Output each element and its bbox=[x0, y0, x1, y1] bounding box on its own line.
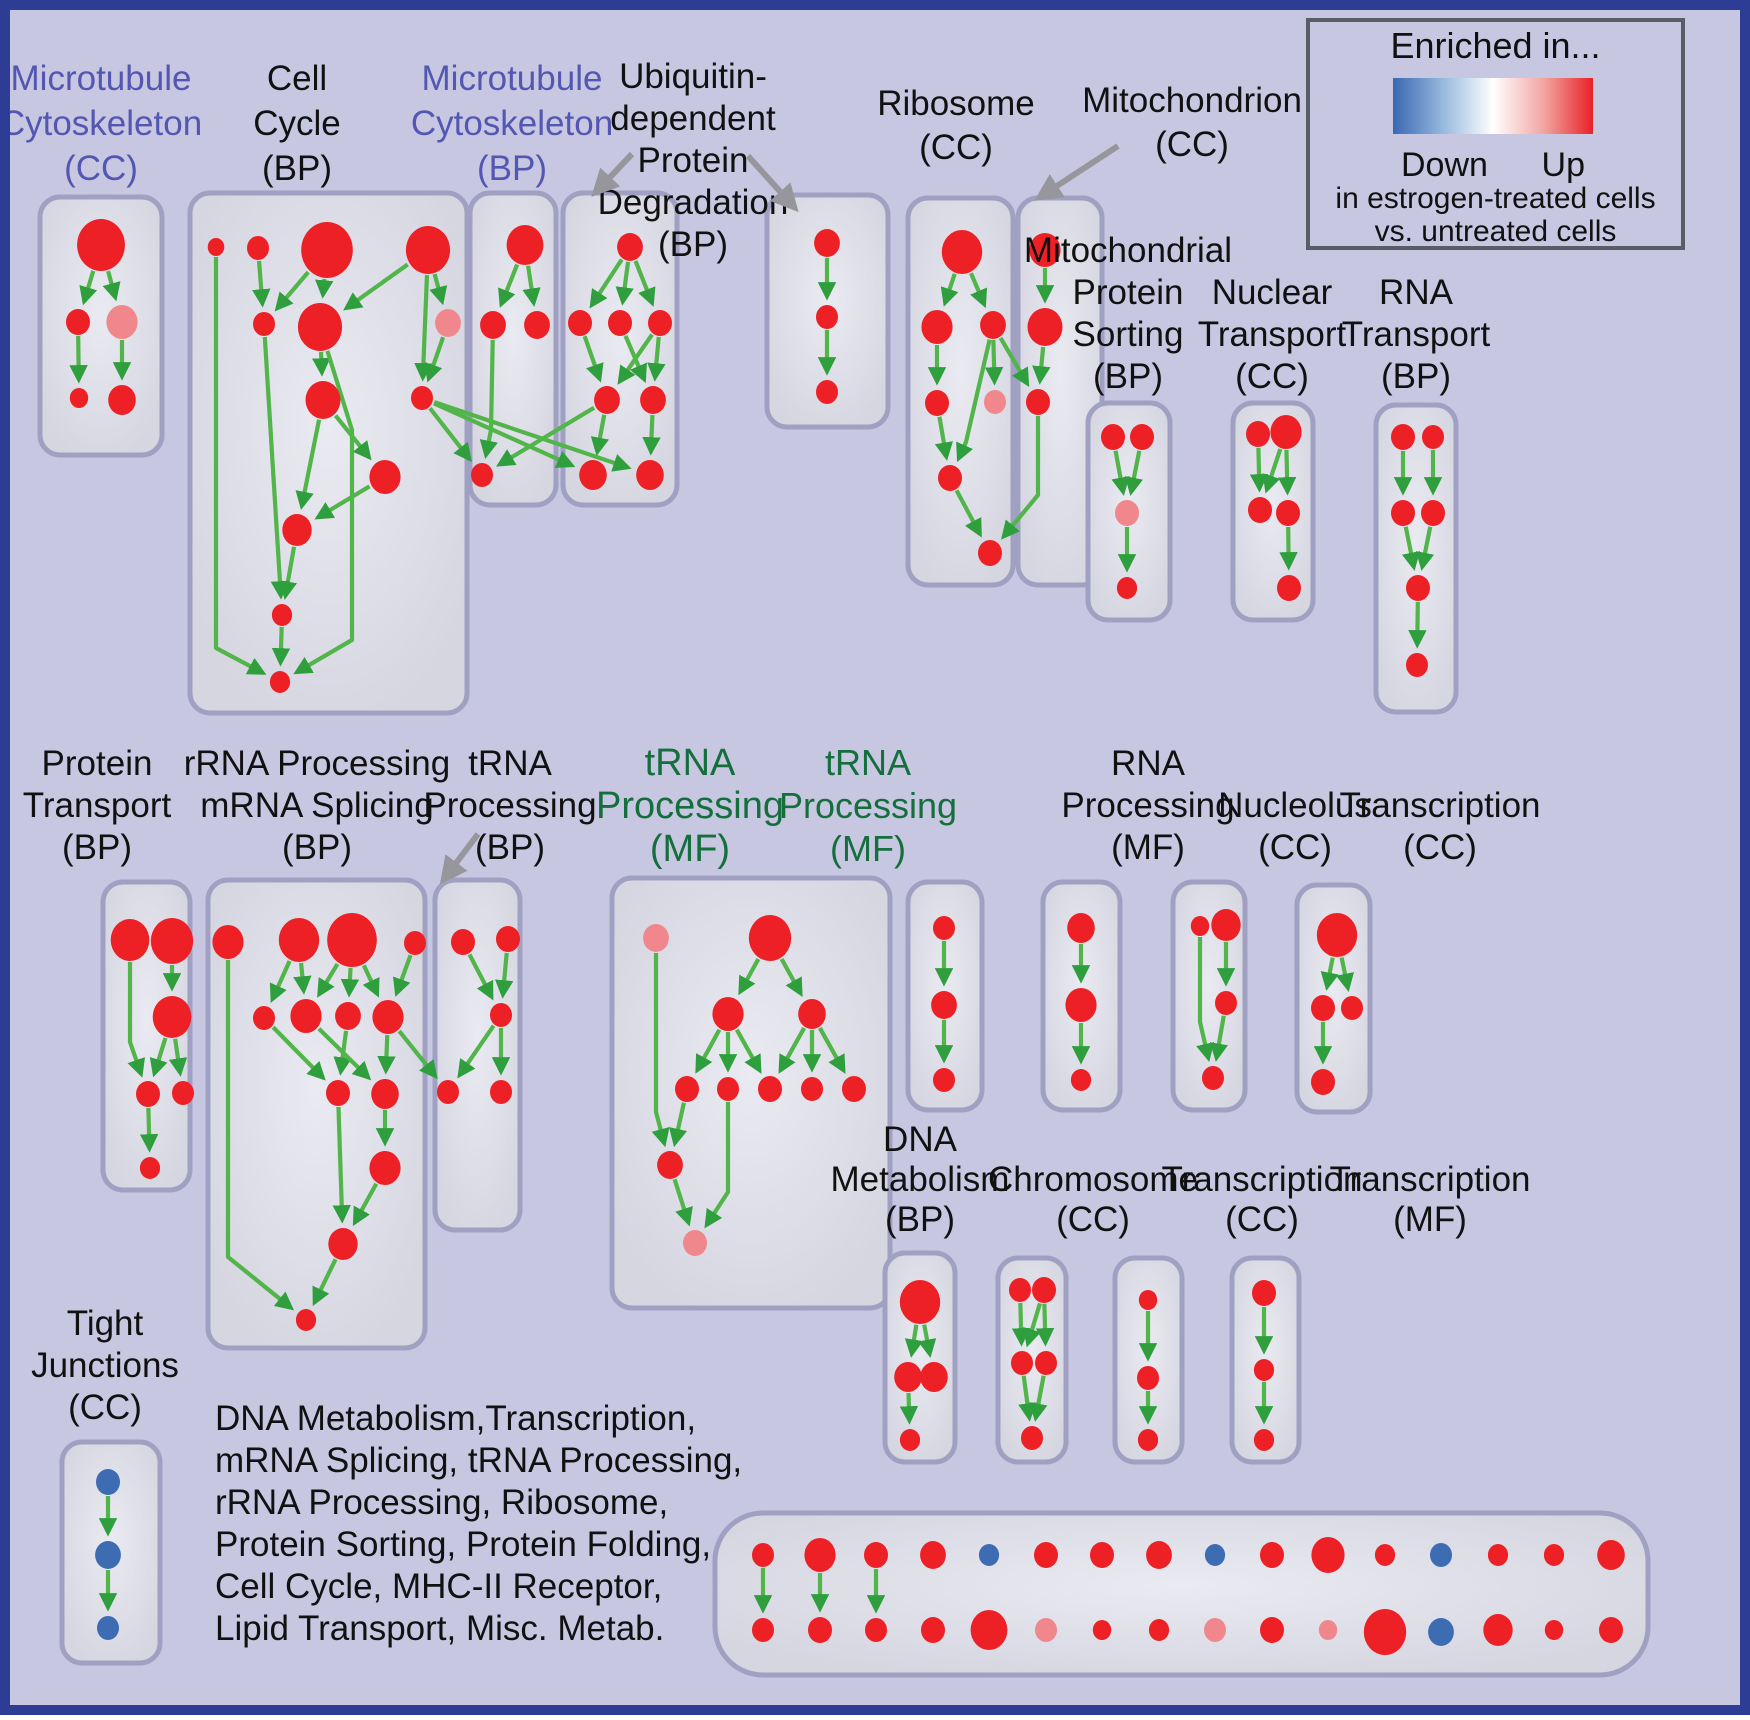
node-w14t bbox=[1488, 1544, 1508, 1566]
node-f3 bbox=[712, 997, 743, 1031]
node-f1 bbox=[643, 924, 669, 952]
node-a3 bbox=[106, 305, 137, 339]
node-a1 bbox=[77, 219, 125, 271]
node-s1 bbox=[1101, 424, 1125, 450]
node-g13 bbox=[296, 1309, 316, 1331]
node-y3 bbox=[1254, 1429, 1274, 1451]
node-k3 bbox=[1215, 991, 1237, 1015]
edge-q5-q6 bbox=[1417, 602, 1418, 644]
node-p1 bbox=[111, 919, 150, 961]
node-u6 bbox=[640, 386, 666, 414]
node-g8 bbox=[372, 1000, 403, 1034]
node-y2 bbox=[1254, 1359, 1274, 1381]
node-w10b bbox=[1260, 1617, 1284, 1643]
node-x3 bbox=[1138, 1429, 1158, 1451]
cluster-box-mixed-functions bbox=[715, 1513, 1648, 1675]
cluster-label-line: Protein bbox=[1072, 273, 1184, 312]
cluster-label-line: Degradation bbox=[597, 183, 789, 222]
node-j2 bbox=[1065, 988, 1096, 1022]
node-a5 bbox=[108, 385, 136, 415]
cluster-label-line: RNA bbox=[1379, 273, 1453, 312]
edge-e1-e3 bbox=[1020, 1303, 1021, 1342]
cluster-label-line: (CC) bbox=[68, 1388, 142, 1427]
node-m1 bbox=[507, 225, 544, 265]
cluster-label-line: Microtubule bbox=[421, 59, 603, 98]
node-r6 bbox=[938, 465, 962, 491]
node-g12 bbox=[328, 1228, 357, 1260]
node-p4 bbox=[136, 1081, 160, 1107]
node-c12 bbox=[272, 604, 292, 626]
node-w15b bbox=[1545, 1620, 1563, 1640]
node-tb4 bbox=[437, 1080, 459, 1104]
node-q5 bbox=[1406, 575, 1430, 601]
node-v2 bbox=[816, 305, 838, 329]
node-r5 bbox=[984, 390, 1006, 414]
node-f4 bbox=[798, 999, 826, 1029]
node-g3 bbox=[327, 913, 377, 967]
node-c8 bbox=[306, 381, 341, 419]
node-u4 bbox=[648, 310, 672, 336]
cluster-label-line: (MF) bbox=[1393, 1200, 1467, 1239]
node-d2 bbox=[894, 1362, 922, 1392]
node-g4 bbox=[404, 931, 426, 955]
node-w4t bbox=[920, 1541, 946, 1569]
node-p6 bbox=[140, 1157, 160, 1179]
node-nt2 bbox=[1270, 415, 1301, 449]
cluster-label-line: dependent bbox=[610, 99, 776, 138]
node-w8b bbox=[1149, 1619, 1169, 1641]
node-v3 bbox=[816, 380, 838, 404]
node-w11t bbox=[1311, 1537, 1344, 1573]
node-b2 bbox=[95, 1541, 121, 1569]
node-d4 bbox=[900, 1429, 920, 1451]
node-c7 bbox=[435, 309, 461, 337]
node-w2b bbox=[808, 1617, 832, 1643]
node-m3 bbox=[524, 311, 550, 339]
node-x2 bbox=[1137, 1366, 1159, 1390]
node-g11 bbox=[369, 1151, 400, 1185]
cluster-label-line: Sorting bbox=[1072, 315, 1184, 354]
edge-c3-c6 bbox=[323, 279, 324, 294]
cluster-label-line: Microtubule bbox=[10, 59, 192, 98]
node-x1 bbox=[1139, 1290, 1157, 1310]
cluster-label-line: (BP) bbox=[282, 828, 352, 867]
node-nt1 bbox=[1246, 421, 1270, 447]
cluster-label-line: (CC) bbox=[919, 128, 993, 167]
node-s2 bbox=[1130, 424, 1154, 450]
legend-subtitle-2: vs. untreated cells bbox=[1374, 215, 1617, 248]
node-w12t bbox=[1375, 1544, 1395, 1566]
node-w9t bbox=[1205, 1544, 1225, 1566]
cluster-label-line: Cell bbox=[266, 59, 328, 98]
node-m2 bbox=[480, 311, 506, 339]
cluster-label-line: Transcription bbox=[1329, 1160, 1531, 1199]
node-nt5 bbox=[1277, 575, 1301, 601]
node-y1 bbox=[1252, 1280, 1276, 1306]
cluster-label-line: (CC) bbox=[64, 149, 138, 188]
node-w15t bbox=[1544, 1544, 1564, 1566]
node-w16b bbox=[1599, 1617, 1623, 1643]
node-c2 bbox=[247, 236, 269, 260]
node-w13t bbox=[1430, 1543, 1452, 1567]
node-w5b bbox=[971, 1610, 1008, 1650]
legend-up-label: Up bbox=[1541, 146, 1585, 184]
node-e1 bbox=[1009, 1278, 1031, 1302]
node-f2 bbox=[749, 915, 791, 961]
edge-a2-a4 bbox=[78, 336, 79, 379]
node-k2 bbox=[1211, 909, 1240, 941]
node-g9 bbox=[326, 1080, 350, 1106]
node-f6 bbox=[717, 1077, 739, 1101]
node-c10 bbox=[369, 460, 400, 494]
node-g2 bbox=[279, 918, 319, 962]
cluster-label-line: Chromosome bbox=[987, 1160, 1199, 1199]
node-u5 bbox=[594, 386, 620, 414]
node-h3 bbox=[933, 1068, 955, 1092]
cluster-label-line: (CC) bbox=[1225, 1200, 1299, 1239]
cluster-label-line: Junctions bbox=[31, 1346, 179, 1385]
edge-g8-g10 bbox=[386, 1035, 387, 1070]
cluster-label-line: Transport bbox=[1197, 315, 1347, 354]
footnote-line-4: Protein Sorting, Protein Folding, bbox=[215, 1525, 712, 1564]
cluster-label-line: (BP) bbox=[658, 225, 728, 264]
node-u2 bbox=[568, 310, 592, 336]
node-u7 bbox=[579, 460, 607, 490]
cluster-label-line: rRNA Processing bbox=[183, 744, 451, 783]
cluster-label-line: (BP) bbox=[885, 1200, 955, 1239]
node-k1 bbox=[1191, 916, 1209, 936]
node-w5t bbox=[979, 1544, 999, 1566]
edge-r3-r5 bbox=[993, 340, 994, 381]
cluster-label-line: (CC) bbox=[1403, 828, 1477, 867]
node-c3 bbox=[301, 222, 353, 278]
node-w1t bbox=[752, 1543, 774, 1567]
node-t3 bbox=[1026, 389, 1050, 415]
node-h1 bbox=[933, 916, 955, 940]
node-e4 bbox=[1035, 1351, 1057, 1375]
node-p2 bbox=[151, 918, 193, 964]
node-tb3 bbox=[490, 1003, 512, 1027]
node-p5 bbox=[172, 1081, 194, 1105]
node-p3 bbox=[153, 996, 192, 1038]
node-q4 bbox=[1421, 500, 1445, 526]
cluster-label-line: Protein bbox=[41, 744, 153, 783]
node-w16t bbox=[1597, 1540, 1625, 1570]
cluster-label-line: (BP) bbox=[1381, 357, 1451, 396]
edge-c12-c13 bbox=[281, 627, 282, 662]
node-r1 bbox=[942, 230, 982, 274]
node-q2 bbox=[1422, 425, 1444, 449]
node-d1 bbox=[900, 1280, 940, 1324]
edge-nt2-nt4 bbox=[1286, 450, 1287, 491]
cluster-label-line: Processing bbox=[423, 786, 597, 825]
node-l1 bbox=[1317, 913, 1357, 957]
cluster-label-line: Processing bbox=[778, 785, 958, 826]
node-r2 bbox=[921, 310, 952, 344]
cluster-label-line: (MF) bbox=[1111, 828, 1185, 867]
node-l4 bbox=[1311, 1069, 1335, 1095]
cluster-label-line: Processing bbox=[596, 785, 784, 827]
node-c6 bbox=[298, 303, 342, 351]
cluster-label-line: tRNA bbox=[644, 742, 736, 784]
cluster-label-line: Processing bbox=[1061, 786, 1235, 825]
node-u1 bbox=[617, 233, 643, 261]
node-j3 bbox=[1071, 1069, 1091, 1091]
cluster-label-line: mRNA Splicing bbox=[200, 786, 434, 825]
edge-g2-g6 bbox=[301, 963, 304, 990]
node-u3 bbox=[608, 310, 632, 336]
cluster-label-line: (CC) bbox=[1056, 1200, 1130, 1239]
node-l2 bbox=[1311, 995, 1335, 1021]
node-a2 bbox=[66, 309, 90, 335]
footnote-line-2: mRNA Splicing, tRNA Processing, bbox=[215, 1441, 743, 1480]
node-w14b bbox=[1483, 1614, 1512, 1646]
cluster-label-line: Nucleolus bbox=[1218, 786, 1372, 825]
cluster-label-line: Protein bbox=[637, 141, 749, 180]
node-f10 bbox=[657, 1151, 683, 1179]
footnote-line-6: Lipid Transport, Misc. Metab. bbox=[215, 1609, 665, 1648]
cluster-label-line: RNA bbox=[1111, 744, 1185, 783]
node-c5 bbox=[253, 312, 275, 336]
node-c11 bbox=[282, 514, 311, 546]
cluster-label-line: Transcription bbox=[1161, 1160, 1363, 1199]
node-tb1 bbox=[451, 929, 475, 955]
node-f7 bbox=[758, 1076, 782, 1102]
node-c13 bbox=[270, 671, 290, 693]
node-nt4 bbox=[1276, 500, 1300, 526]
legend-down-label: Down bbox=[1401, 146, 1488, 184]
cluster-mixed-functions bbox=[715, 1513, 1648, 1675]
edge-e2-e4 bbox=[1044, 1304, 1045, 1342]
cluster-label-line: (BP) bbox=[477, 149, 547, 188]
footnote-line-1: DNA Metabolism,Transcription, bbox=[215, 1399, 697, 1438]
cluster-label-line: Ribosome bbox=[877, 84, 1035, 123]
node-w4b bbox=[921, 1617, 945, 1643]
node-w7b bbox=[1093, 1620, 1111, 1640]
cluster-label-line: (CC) bbox=[1155, 125, 1229, 164]
edge-p4-p6 bbox=[148, 1108, 149, 1148]
node-f8 bbox=[801, 1077, 823, 1101]
node-w2t bbox=[804, 1538, 835, 1572]
cluster-label-line: Cytoskeleton bbox=[0, 104, 203, 143]
node-g7 bbox=[335, 1002, 361, 1030]
node-w12b bbox=[1364, 1609, 1406, 1655]
node-q3 bbox=[1391, 500, 1415, 526]
node-e3 bbox=[1011, 1351, 1033, 1375]
cluster-label-line: Cytoskeleton bbox=[410, 104, 614, 143]
node-w7t bbox=[1090, 1542, 1114, 1568]
edge-nt4-nt5 bbox=[1288, 527, 1289, 566]
node-c4 bbox=[406, 226, 450, 274]
legend-title: Enriched in... bbox=[1390, 25, 1601, 66]
node-g6 bbox=[290, 999, 321, 1033]
node-g5 bbox=[253, 1006, 275, 1030]
node-w13b bbox=[1428, 1618, 1454, 1646]
node-w3t bbox=[864, 1542, 888, 1568]
edge-g3-g7 bbox=[349, 968, 350, 993]
cluster-label-line: Tight bbox=[66, 1304, 144, 1343]
node-k4 bbox=[1202, 1066, 1224, 1090]
node-f11 bbox=[683, 1230, 707, 1256]
node-m4 bbox=[471, 463, 493, 487]
node-s3 bbox=[1115, 500, 1139, 526]
node-w9b bbox=[1204, 1618, 1226, 1642]
cluster-label-line: Ubiquitin- bbox=[619, 57, 767, 96]
cluster-label-line: (CC) bbox=[1258, 828, 1332, 867]
node-w1b bbox=[752, 1618, 774, 1642]
cluster-label-line: (BP) bbox=[475, 828, 545, 867]
cluster-label-line: Mitochondrion bbox=[1082, 81, 1302, 120]
edge-nt1-nt3 bbox=[1258, 448, 1259, 488]
node-b1 bbox=[96, 1469, 120, 1495]
node-tb5 bbox=[490, 1080, 512, 1104]
cluster-label-line: (BP) bbox=[1093, 357, 1163, 396]
cluster-label-line: Nuclear bbox=[1211, 273, 1333, 312]
edge-c6-c8 bbox=[321, 352, 322, 372]
node-w8t bbox=[1146, 1541, 1172, 1569]
cluster-label-line: (CC) bbox=[1235, 357, 1309, 396]
node-c1 bbox=[208, 238, 225, 256]
node-nt3 bbox=[1248, 497, 1272, 523]
cluster-label-line: (BP) bbox=[262, 149, 332, 188]
footnote-line-3: rRNA Processing, Ribosome, bbox=[215, 1483, 669, 1522]
cluster-label-line: (BP) bbox=[62, 828, 132, 867]
node-f9 bbox=[842, 1076, 866, 1102]
cluster-label-line: tRNA bbox=[824, 742, 912, 783]
node-w11b bbox=[1319, 1620, 1337, 1640]
node-q1 bbox=[1391, 424, 1415, 450]
node-s4 bbox=[1117, 577, 1137, 599]
node-r7 bbox=[978, 540, 1002, 566]
node-b3 bbox=[97, 1616, 119, 1640]
node-w10t bbox=[1260, 1542, 1284, 1568]
node-c9 bbox=[411, 386, 433, 410]
cluster-label-line: tRNA bbox=[468, 744, 552, 783]
footnote-line-5: Cell Cycle, MHC-II Receptor, bbox=[215, 1567, 663, 1606]
node-u8 bbox=[636, 460, 664, 490]
node-w6b bbox=[1035, 1618, 1057, 1642]
cluster-label-line: Mitochondrial bbox=[1023, 231, 1233, 270]
node-l3 bbox=[1341, 996, 1363, 1020]
cluster-label-line: Transport bbox=[1341, 315, 1491, 354]
legend-gradient-bar bbox=[1393, 78, 1593, 134]
node-a4 bbox=[70, 388, 88, 408]
node-h2 bbox=[931, 991, 957, 1019]
cluster-label-line: Transport bbox=[22, 786, 172, 825]
node-q6 bbox=[1406, 653, 1428, 677]
node-j1 bbox=[1067, 913, 1095, 943]
cluster-label-line: Transcription bbox=[1339, 786, 1541, 825]
node-w6t bbox=[1034, 1542, 1058, 1568]
node-v1 bbox=[814, 229, 840, 257]
node-tb2 bbox=[496, 926, 520, 952]
node-t2 bbox=[1028, 308, 1063, 346]
edge-d2-d4 bbox=[909, 1393, 910, 1420]
node-d3 bbox=[920, 1362, 948, 1392]
node-f5 bbox=[675, 1076, 699, 1102]
node-e2 bbox=[1032, 1277, 1056, 1303]
node-w3b bbox=[865, 1618, 887, 1642]
node-r3 bbox=[980, 311, 1006, 339]
node-r4 bbox=[925, 390, 949, 416]
cluster-label-line: Metabolism bbox=[830, 1160, 1010, 1199]
cluster-label-line: DNA bbox=[883, 1120, 957, 1159]
node-g1 bbox=[212, 925, 243, 959]
node-g10 bbox=[371, 1079, 399, 1109]
edge-u6-u8 bbox=[651, 415, 652, 451]
legend-subtitle-1: in estrogen-treated cells bbox=[1335, 182, 1656, 215]
cluster-label-line: (MF) bbox=[830, 828, 906, 869]
cluster-label-line: (MF) bbox=[649, 828, 731, 870]
node-e5 bbox=[1021, 1426, 1043, 1450]
cluster-label-line: Cycle bbox=[253, 104, 341, 143]
